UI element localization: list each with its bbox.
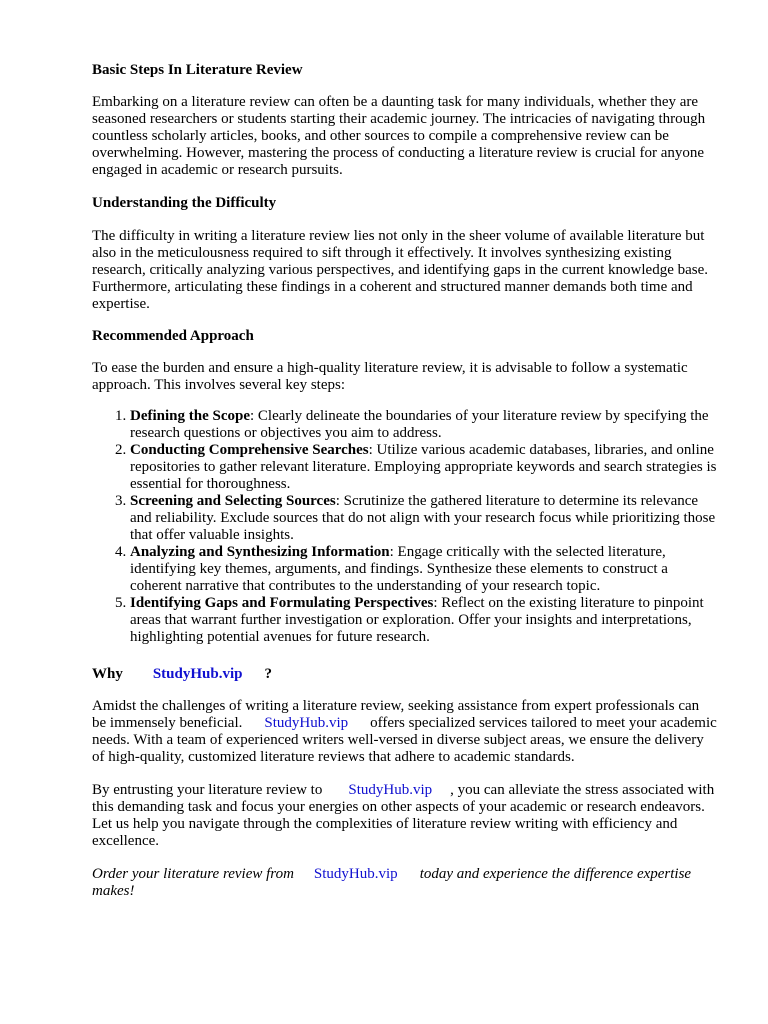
steps-list [92,408,717,646]
step-text: : Reflect on the existing literature to pinpoint areas that warrant further investigation or exploration. Offer your insights and interpretations, highlighting potential avenues for future research. [130,595,704,645]
step-text: : Scrutinize the gathered literature to determine its relevance and reliability. Exclude sources that do not align with your research focus while prioritizing those that offer valuable insights. [130,493,716,543]
heading-understanding-difficulty: Understanding the Difficulty [92,195,277,211]
approach-paragraph: To ease the burden and ensure a high-quality literature review, it is advisable to follow a systematic approach. This involves several key steps: [92,360,688,393]
entrust-paragraph [92,782,717,850]
studyhub-link[interactable]: StudyHub.vip [264,715,349,731]
order-text-post: today and experience the difference expertise makes! [92,866,692,899]
step-title: Conducting Comprehensive Searches [130,442,369,458]
list-item [130,544,717,595]
why-paragraph [92,698,717,766]
step-text: : Clearly delineate the boundaries of your literature review by specifying the research questions or objectives you aim to address. [130,408,709,441]
why-heading-pre: Why [92,666,123,682]
step-text: : Engage critically with the selected literature, identifying key themes, arguments, and findings. Synthesize these elements to construct a coherent narrative that contributes to the understanding of your research topic. [130,544,668,594]
step-text: : Utilize various academic databases, libraries, and online repositories to gather relevant literature. Employing appropriate keywords and search strategies is essential for thoroughness. [130,442,717,492]
step-title: Analyzing and Synthesizing Information [130,544,390,560]
intro-paragraph: Embarking on a literature review can often be a daunting task for many individuals, whether they are seasoned researchers or students starting their academic journey. The intricacies of navigating through countless scholarly articles, books, and other sources to compile a comprehensive review can be overwhelming. However, mastering the process of conducting a literature review is crucial for anyone engaged in academic or research pursuits. [92,94,706,178]
step-title: Screening and Selecting Sources [130,493,336,509]
studyhub-link[interactable]: StudyHub.vip [313,866,398,882]
heading-why-studyhub [92,665,717,683]
why-text-post: offers specialized services tailored to meet your academic needs. With a team of experienced writers well-versed in diverse subject areas, we ensure the delivery of high-quality, customized literature reviews that adhere to academic standards. [92,715,717,765]
entrust-text-post: , you can alleviate the stress associated with this demanding task and focus your energies on other aspects of your academic or research endeavors. Let us help you navigate through the complexities of literature review writing with efficiency and excellence. [92,782,715,849]
document-title: Basic Steps In Literature Review [92,62,303,78]
order-paragraph [92,866,717,900]
step-title: Defining the Scope [130,408,250,424]
studyhub-link[interactable]: StudyHub.vip [348,782,433,798]
why-text-pre: Amidst the challenges of writing a literature review, seeking assistance from expert professionals can be immensely beneficial. [92,698,700,731]
list-item [130,408,717,442]
list-item [130,442,717,493]
difficulty-paragraph: The difficulty in writing a literature review lies not only in the sheer volume of available literature but also in the meticulousness required to sift through it effectively. It involves synthesizing existing research, critically analyzing various perspectives, and identifying gaps in the current knowledge base. Furthermore, articulating these findings in a coherent and structured manner demands both time and expertise. [92,228,709,312]
step-title: Identifying Gaps and Formulating Perspectives [130,595,434,611]
studyhub-link[interactable]: StudyHub.vip [152,666,243,682]
heading-recommended-approach: Recommended Approach [92,328,254,344]
entrust-text-pre: By entrusting your literature review to [92,782,323,798]
why-heading-post: ? [264,666,272,682]
order-text-pre: Order your literature review from [92,866,294,882]
list-item [130,493,717,544]
list-item [130,595,717,646]
